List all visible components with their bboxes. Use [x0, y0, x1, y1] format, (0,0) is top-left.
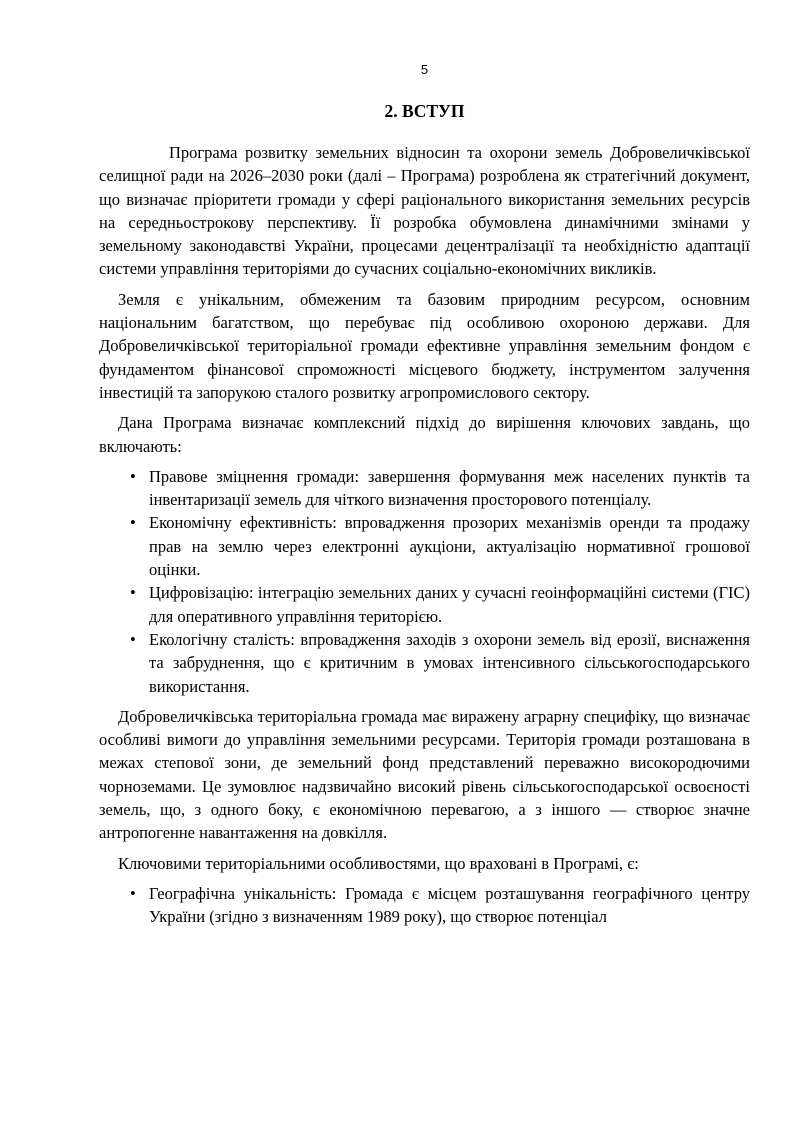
- list-item-text: Правове зміцнення громади: завершення формування меж населених пунктів та інвентаризації земель для чіткого визначення просторового потенціалу.: [149, 466, 750, 510]
- bullet-icon: •: [130, 629, 136, 649]
- list-item: [130, 628, 750, 698]
- list-item: [130, 511, 750, 581]
- list-item: [130, 465, 750, 512]
- paragraph-program-tasks-intro: Дана Програма визначає комплексний підхід до вирішення ключових завдань, що включають:: [99, 413, 750, 456]
- paragraph-program-overview: Програма розвитку земельних відносин та охорони земель Добровеличківської селищної ради на 2026–2030 роки (далі – Програма) розроблена як стратегічний документ, що визначає пріоритети громади у сфері раціонального використання земельних ресурсів на середньострокову перспективу. Її розробка обумовлена динамічними змінами у земельному законодавстві України, процесами децентралізації та необхідністю адаптації системи управління територіями до сучасних соціально-економічних викликів.: [99, 143, 750, 279]
- document-body: [99, 141, 750, 929]
- list-item: [130, 882, 750, 929]
- key-tasks-list: [99, 465, 750, 698]
- section-heading: 2. ВСТУП: [384, 101, 465, 121]
- page-number: 5: [420, 62, 429, 77]
- bullet-icon: •: [130, 466, 136, 486]
- bullet-icon: •: [130, 583, 136, 603]
- list-item-text: Цифровізацію: інтеграцію земельних даних у сучасні геоінформаційні системи (ГІС) для оперативного управління територією.: [149, 583, 750, 626]
- list-item-text: Географічна унікальність: Громада є місцем розташування географічного центру України (згідно з визначенням 1989 року), що створює потенціал: [149, 883, 750, 927]
- paragraph-agrarian-specifics: Добровеличківська територіальна громада має виражену аграрну специфіку, що визначає особливі вимоги до управління земельними ресурсами. Територія громади розташована в межах степової зони, де земельний фонд представлений переважно високородючими чорноземами. Це зумовлює надзвичайно високий рівень сільськогосподарської освоєності земель, що, з одного боку, є економічною перевагою, а з іншого — створює значне антропогенне навантаження на довкілля.: [99, 706, 750, 843]
- paragraph-land-resource: Земля є унікальним, обмеженим та базовим природним ресурсом, основним національним багатством, що перебуває під особливою охороною держави. Для Добровеличківської територіальної громади ефективне управління земельним фондом є фундаментом фінансової спроможності місцевого бюджету, інструментом залучення інвестицій та запорукою сталого розвитку агропромислового сектору.: [99, 289, 750, 402]
- territorial-features-list: [99, 882, 750, 929]
- list-item-text: Екологічну сталість: впровадження заходів з охорони земель від ерозії, виснаження та забруднення, що є критичним в умовах інтенсивного сільськогосподарського використання.: [149, 629, 750, 696]
- list-item-text: Економічну ефективність: впровадження прозорих механізмів оренди та продажу прав на землю через електронні аукціони, актуалізацію нормативної грошової оцінки.: [149, 513, 750, 580]
- bullet-icon: •: [130, 513, 136, 533]
- list-item: [130, 581, 750, 628]
- bullet-icon: •: [130, 883, 136, 903]
- paragraph-territorial-features-intro: Ключовими територіальними особливостями, що враховані в Програмі, є:: [118, 853, 639, 873]
